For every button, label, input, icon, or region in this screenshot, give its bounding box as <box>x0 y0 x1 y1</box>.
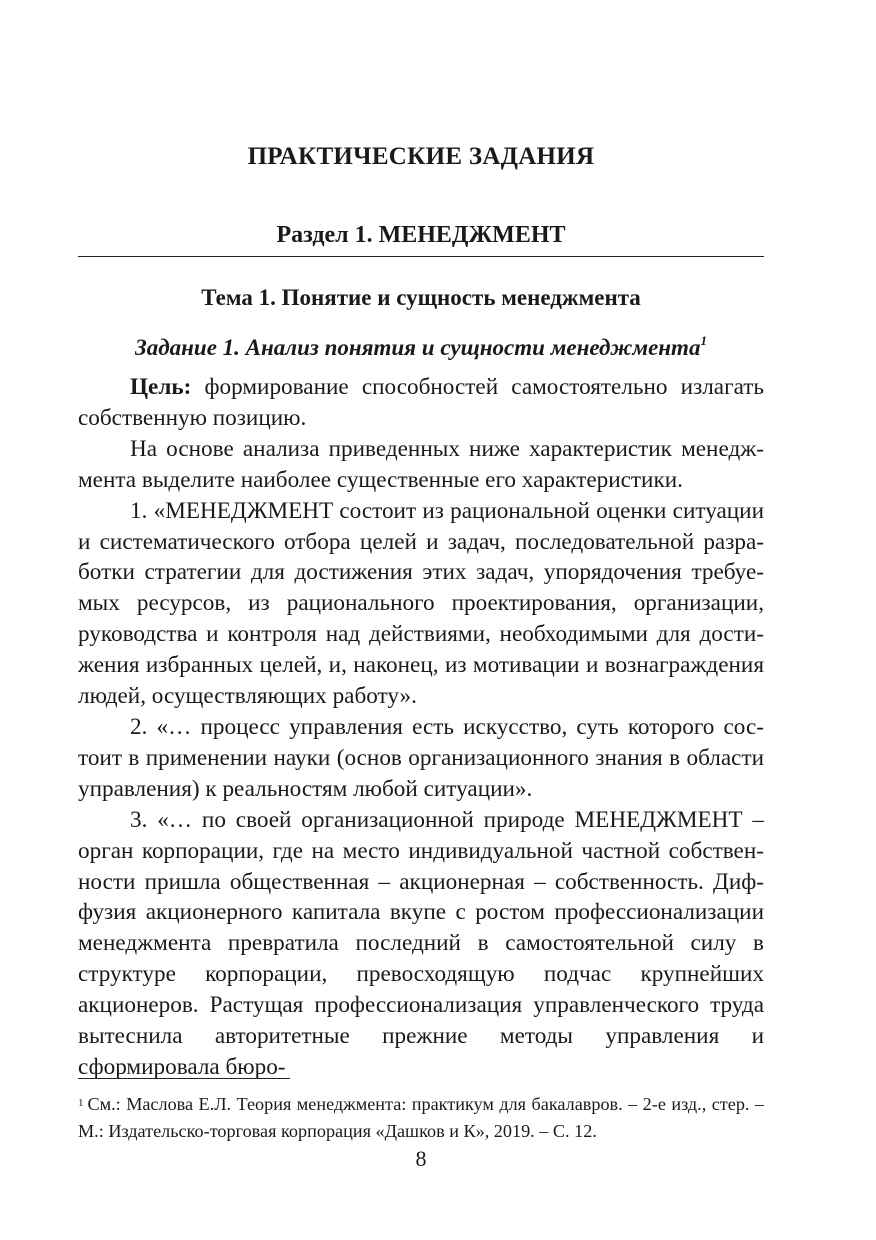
goal-text: формирование способностей самостоятельно излагать собственную позицию. <box>78 374 765 431</box>
footnote-marker: 1 <box>78 1097 84 1109</box>
page-number: 8 <box>415 1146 427 1171</box>
goal-label: Цель: <box>130 374 192 400</box>
document-page <box>78 0 764 1240</box>
task-title-text: Задание 1. Анализ понятия и сущности менеджмента <box>135 335 701 360</box>
instruction-paragraph: На основе анализа приведенных ниже характеристик менеджмента выделите наиболее существенные его характеристики. <box>78 435 764 493</box>
task-title <box>78 335 764 361</box>
footnote-reference: 1 <box>700 333 707 348</box>
topic-title: Тема 1. Понятие и сущность менеджмента <box>201 285 641 310</box>
quote-paragraph-3: 3. «… по своей организационной природе МЕНЕДЖМЕНТ – орган корпорации, где на место индивидуальной частной собственности пришла общественная – акционерная – собственность. Диффузия акционерного капитала вкупе с ростом профессионализации менеджмента превратила последний в самостоятельной силу в структуре корпорации, превосходящую подчас крупнейших акционеров. Растущая профессионализация управленческого труда вытеснила авторитетные прежние методы управления и сформировала бюро- <box>78 806 764 1080</box>
footnote-divider <box>78 1078 290 1079</box>
page-heading: ПРАКТИЧЕСКИЕ ЗАДАНИЯ <box>247 143 595 170</box>
section-title: Раздел 1. МЕНЕДЖМЕНТ <box>276 222 566 248</box>
section-divider <box>78 256 764 257</box>
footnote <box>78 1091 764 1145</box>
body-text <box>78 372 764 1083</box>
footnote-text: См.: Маслова Е.Л. Теория менеджмента: практикум для бакалавров. – 2-е изд., стер. – М.: Издательско-торговая корпорация «Дашков и К», 2019. – С. 12. <box>78 1094 764 1141</box>
goal-paragraph <box>78 372 764 434</box>
quote-paragraph-2: 2. «… процесс управления есть искусство, суть которого состоит в применении науки (основ организационного знания в области управления) к реальностям любой ситуации». <box>78 713 764 802</box>
quote-paragraph-1: 1. «МЕНЕДЖМЕНТ состоит из рациональной оценки ситуации и систематического отбора целей и задач, последовательной разработки стратегии для достижения этих задач, упорядочения требуемых ресурсов, из рационального проектирования, организации, руководства и контроля над действиями, необходимыми для достижения избранных целей, и, наконец, из мотивации и вознаграждения людей, осуществляющих работу». <box>78 497 764 710</box>
